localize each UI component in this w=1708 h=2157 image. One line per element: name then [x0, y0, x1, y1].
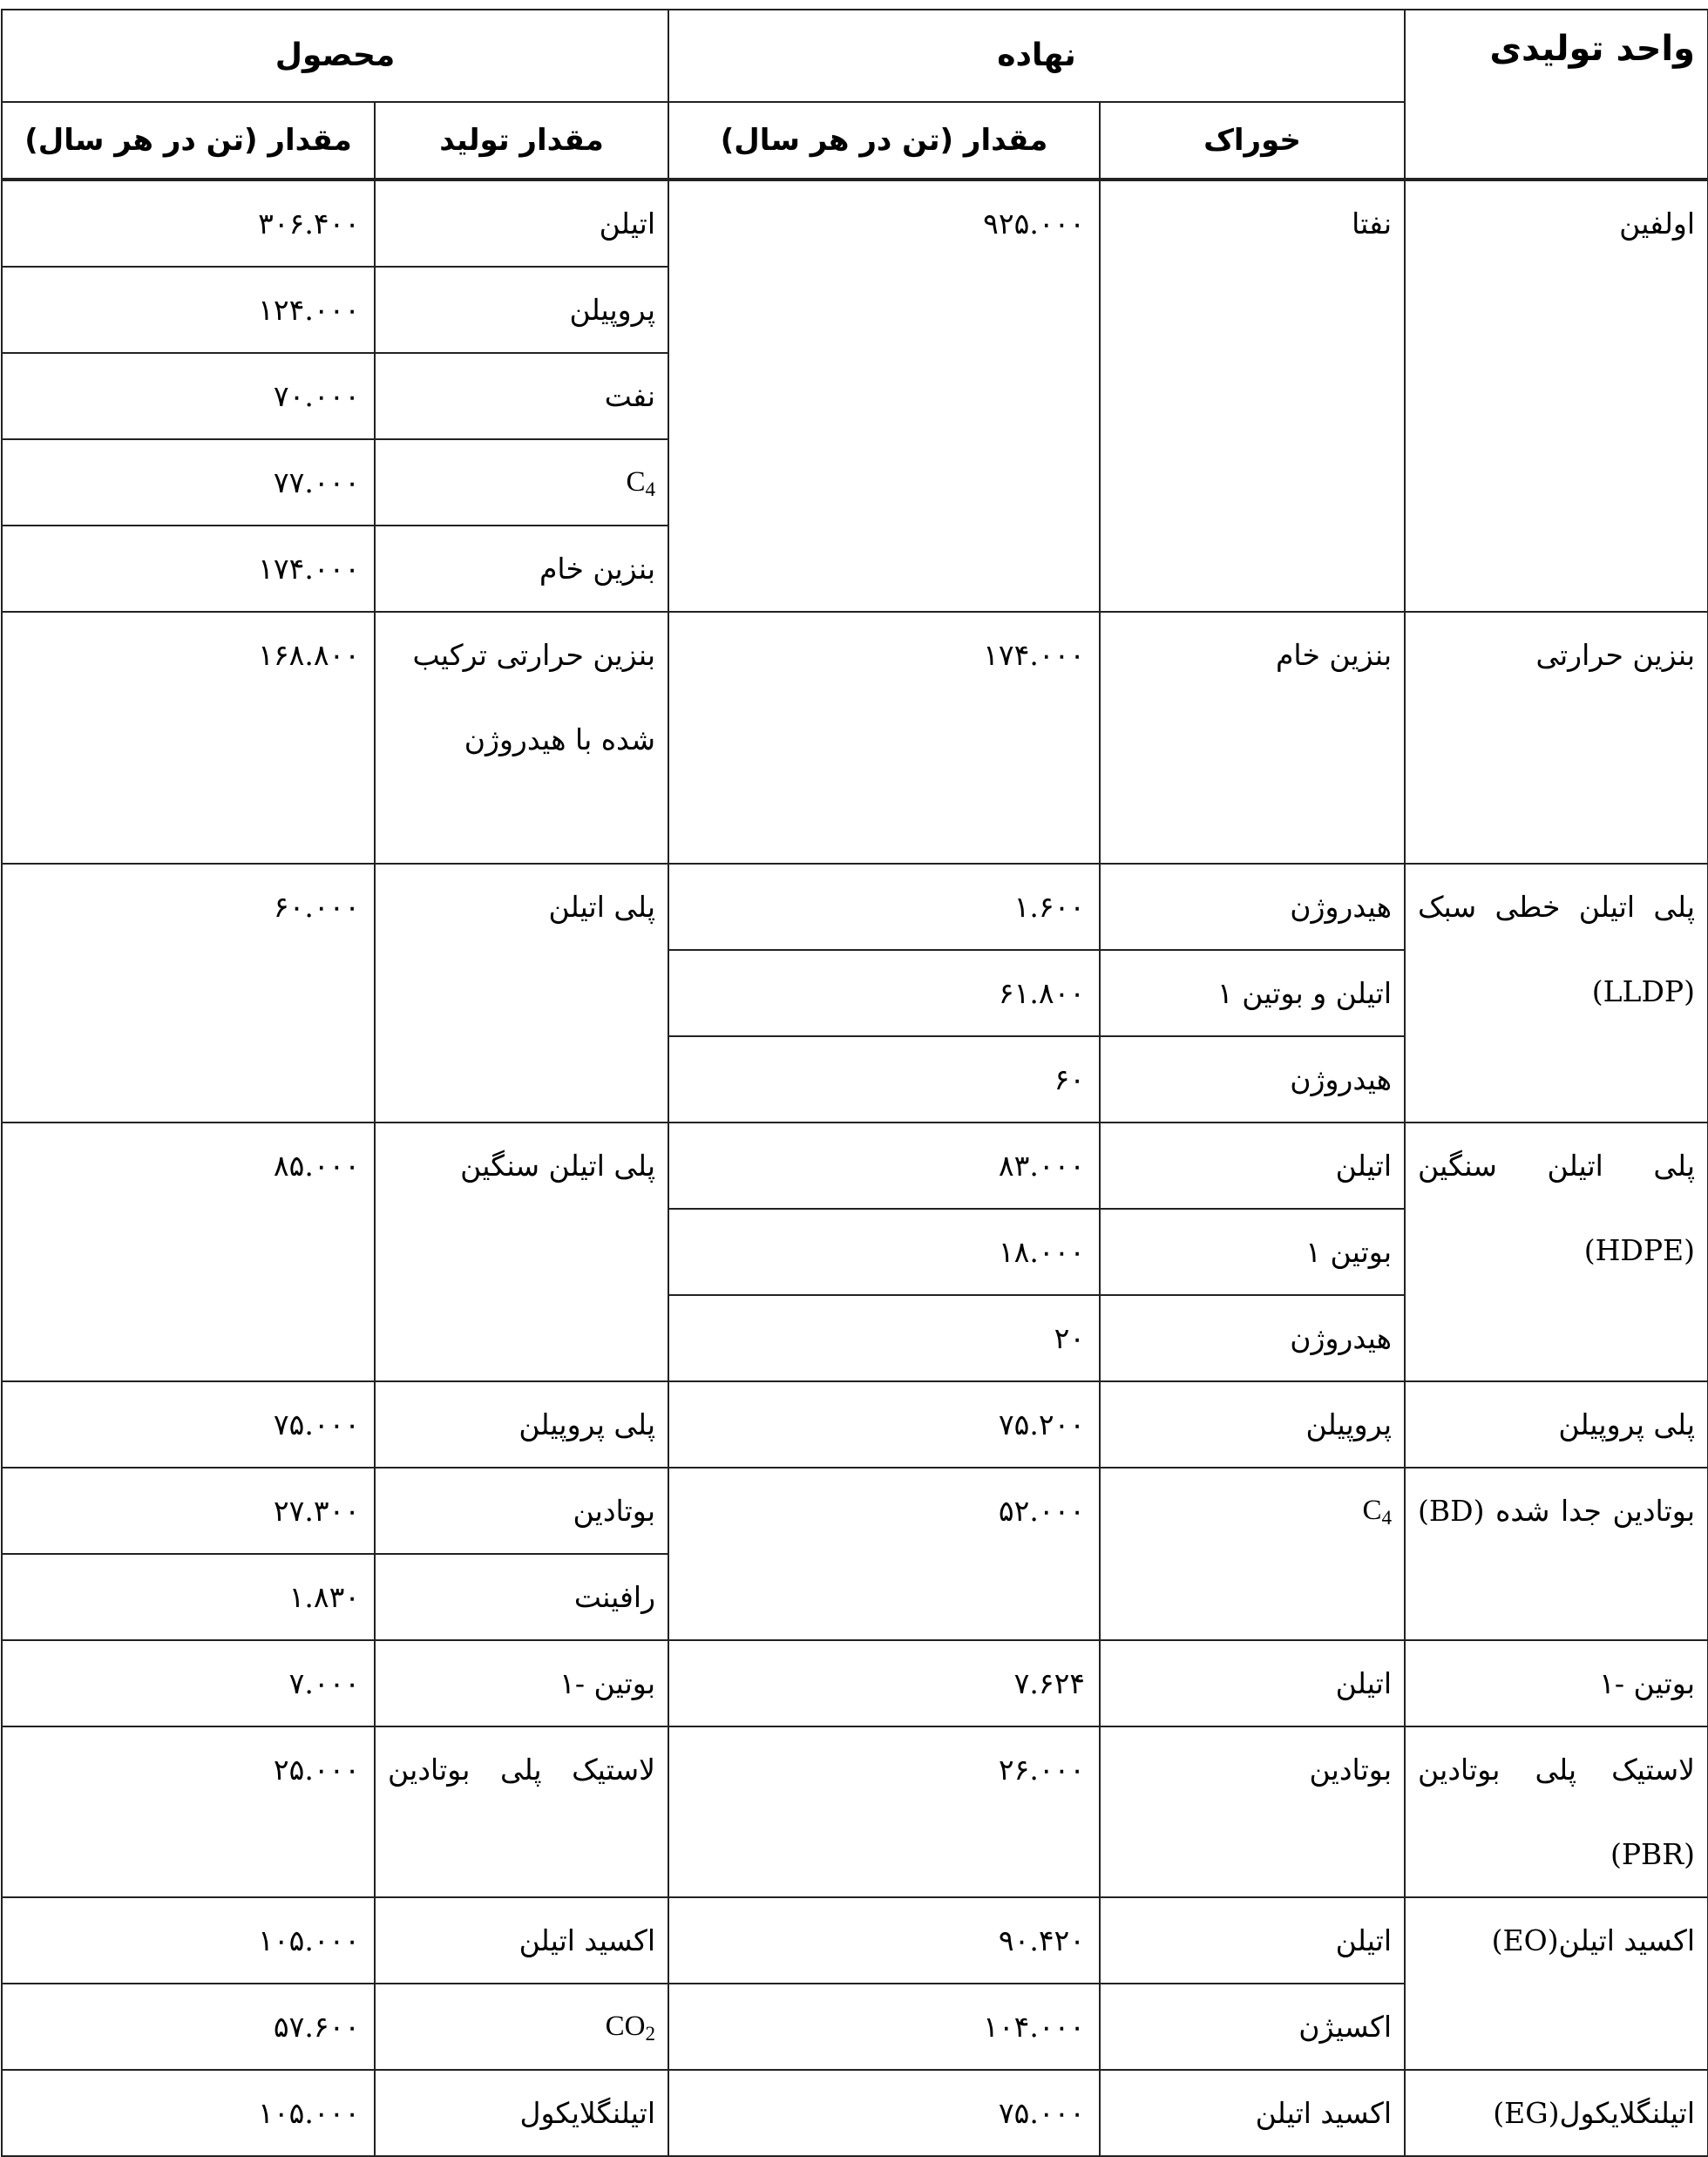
product-name-cell: اتیلن	[375, 180, 668, 267]
product-amount-cell: ۵۷.۶۰۰	[2, 1984, 375, 2070]
product-name-cell: پروپیلن	[375, 267, 668, 353]
unit-cell: لاستیک پلی بوتادین (PBR)	[1405, 1726, 1708, 1897]
header-input: نهاده	[668, 10, 1405, 102]
input-amount-cell: ۶۰	[668, 1036, 1100, 1123]
product-amount-cell: ۲۵.۰۰۰	[2, 1726, 375, 1897]
table-row	[2, 1381, 1708, 1468]
feed-cell: بوتادین	[1100, 1726, 1405, 1897]
product-amount-cell: ۷.۰۰۰	[2, 1640, 375, 1726]
product-amount-cell: ۷۵.۰۰۰	[2, 1381, 375, 1468]
product-name-cell: بوتادین	[375, 1468, 668, 1554]
feed-cell: پروپیلن	[1100, 1381, 1405, 1468]
header-input-amount: مقدار (تن در هر سال)	[668, 102, 1100, 180]
input-amount-cell: ۵۲.۰۰۰	[668, 1468, 1100, 1640]
table-row	[2, 1726, 1708, 1897]
input-amount-cell: ۲۰	[668, 1295, 1100, 1381]
product-name-cell: بنزین خام	[375, 526, 668, 612]
unit-cell: اتیلنگلایکول(EG)	[1405, 2070, 1708, 2156]
product-amount-cell: ۱۰۵.۰۰۰	[2, 1897, 375, 1984]
product-name-cell: اتیلنگلایکول	[375, 2070, 668, 2156]
table-row	[2, 864, 1708, 950]
feed-cell: اتیلن	[1100, 1123, 1405, 1209]
input-amount-cell: ۱۰۴.۰۰۰	[668, 1984, 1100, 2070]
feed-cell: هیدروژن	[1100, 864, 1405, 950]
product-amount-cell: ۱۶۸.۸۰۰	[2, 612, 375, 864]
table-row	[2, 1640, 1708, 1726]
input-amount-cell: ۷.۶۲۴	[668, 1640, 1100, 1726]
product-amount-cell: ۷۷.۰۰۰	[2, 439, 375, 526]
feed-cell: اتیلن	[1100, 1897, 1405, 1984]
header-product-amount: مقدار (تن در هر سال)	[2, 102, 375, 180]
feed-cell: هیدروژن	[1100, 1295, 1405, 1381]
input-amount-cell: ۹۰.۴۲۰	[668, 1897, 1100, 1984]
table-row	[2, 180, 1708, 267]
feed-cell: نفتا	[1100, 180, 1405, 612]
input-amount-cell: ۱.۶۰۰	[668, 864, 1100, 950]
table-row	[2, 2070, 1708, 2156]
unit-cell: اولفین	[1405, 180, 1708, 612]
product-amount-cell: ۱۰۵.۰۰۰	[2, 2070, 375, 2156]
header-unit: واحد تولیدی	[1405, 10, 1708, 180]
unit-cell: بوتادین جدا شده (BD)	[1405, 1468, 1708, 1640]
unit-cell: بوتین -۱	[1405, 1640, 1708, 1726]
header-product-name: مقدار تولید	[375, 102, 668, 180]
header-feed: خوراک	[1100, 102, 1405, 180]
feed-cell: بنزین خام	[1100, 612, 1405, 864]
unit-cell: پلی اتیلن سنگین (HDPE)	[1405, 1123, 1708, 1381]
feed-cell: $C_4$	[1100, 1468, 1405, 1640]
product-name-cell: لاستیک پلی بوتادین	[375, 1726, 668, 1897]
feed-cell: اتیلن و بوتین ۱	[1100, 950, 1405, 1036]
product-amount-cell: ۷۰.۰۰۰	[2, 353, 375, 439]
feed-cell: بوتین ۱	[1100, 1209, 1405, 1295]
input-amount-cell: ۷۵.۰۰۰	[668, 2070, 1100, 2156]
input-amount-cell: ۸۳.۰۰۰	[668, 1123, 1100, 1209]
product-amount-cell: ۱۲۴.۰۰۰	[2, 267, 375, 353]
product-name-cell: پلی اتیلن	[375, 864, 668, 1123]
product-amount-cell: ۲۷.۳۰۰	[2, 1468, 375, 1554]
table-row	[2, 1468, 1708, 1554]
unit-cell: پلی اتیلن خطی سبک (LLDP)	[1405, 864, 1708, 1123]
unit-cell: بنزین حرارتی	[1405, 612, 1708, 864]
header-product: محصول	[2, 10, 668, 102]
feed-cell: اکسیژن	[1100, 1984, 1405, 2070]
input-amount-cell: ۹۲۵.۰۰۰	[668, 180, 1100, 612]
product-amount-cell: ۱۷۴.۰۰۰	[2, 526, 375, 612]
table-row	[2, 1123, 1708, 1209]
feed-cell: اکسید اتیلن	[1100, 2070, 1405, 2156]
input-amount-cell: ۱۷۴.۰۰۰	[668, 612, 1100, 864]
product-amount-cell: ۳۰۶.۴۰۰	[2, 180, 375, 267]
product-name-cell: نفت	[375, 353, 668, 439]
product-amount-cell: ۶۰.۰۰۰	[2, 864, 375, 1123]
product-amount-cell: ۱.۸۳۰	[2, 1554, 375, 1640]
product-name-cell: اکسید اتیلن	[375, 1897, 668, 1984]
unit-cell: اکسید اتیلن(EO)	[1405, 1897, 1708, 2070]
input-amount-cell: ۲۶.۰۰۰	[668, 1726, 1100, 1897]
product-name-cell: بوتین -۱	[375, 1640, 668, 1726]
table-row	[2, 612, 1708, 864]
document-page	[1, 9, 1708, 2157]
product-name-cell: پلی پروپیلن	[375, 1381, 668, 1468]
product-name-cell: پلی اتیلن سنگین	[375, 1123, 668, 1381]
petrochemical-units-table	[1, 9, 1708, 2157]
input-amount-cell: ۶۱.۸۰۰	[668, 950, 1100, 1036]
product-name-cell: $C_4$	[375, 439, 668, 526]
product-name-cell: $CO_2$	[375, 1984, 668, 2070]
input-amount-cell: ۱۸.۰۰۰	[668, 1209, 1100, 1295]
input-amount-cell: ۷۵.۲۰۰	[668, 1381, 1100, 1468]
feed-cell: اتیلن	[1100, 1640, 1405, 1726]
product-amount-cell: ۸۵.۰۰۰	[2, 1123, 375, 1381]
feed-cell: هیدروژن	[1100, 1036, 1405, 1123]
product-name-cell: رافینت	[375, 1554, 668, 1640]
table-row	[2, 1897, 1708, 1984]
unit-cell: پلی پروپیلن	[1405, 1381, 1708, 1468]
product-name-cell: بنزین حرارتی ترکیب شده با هیدروژن	[375, 612, 668, 864]
